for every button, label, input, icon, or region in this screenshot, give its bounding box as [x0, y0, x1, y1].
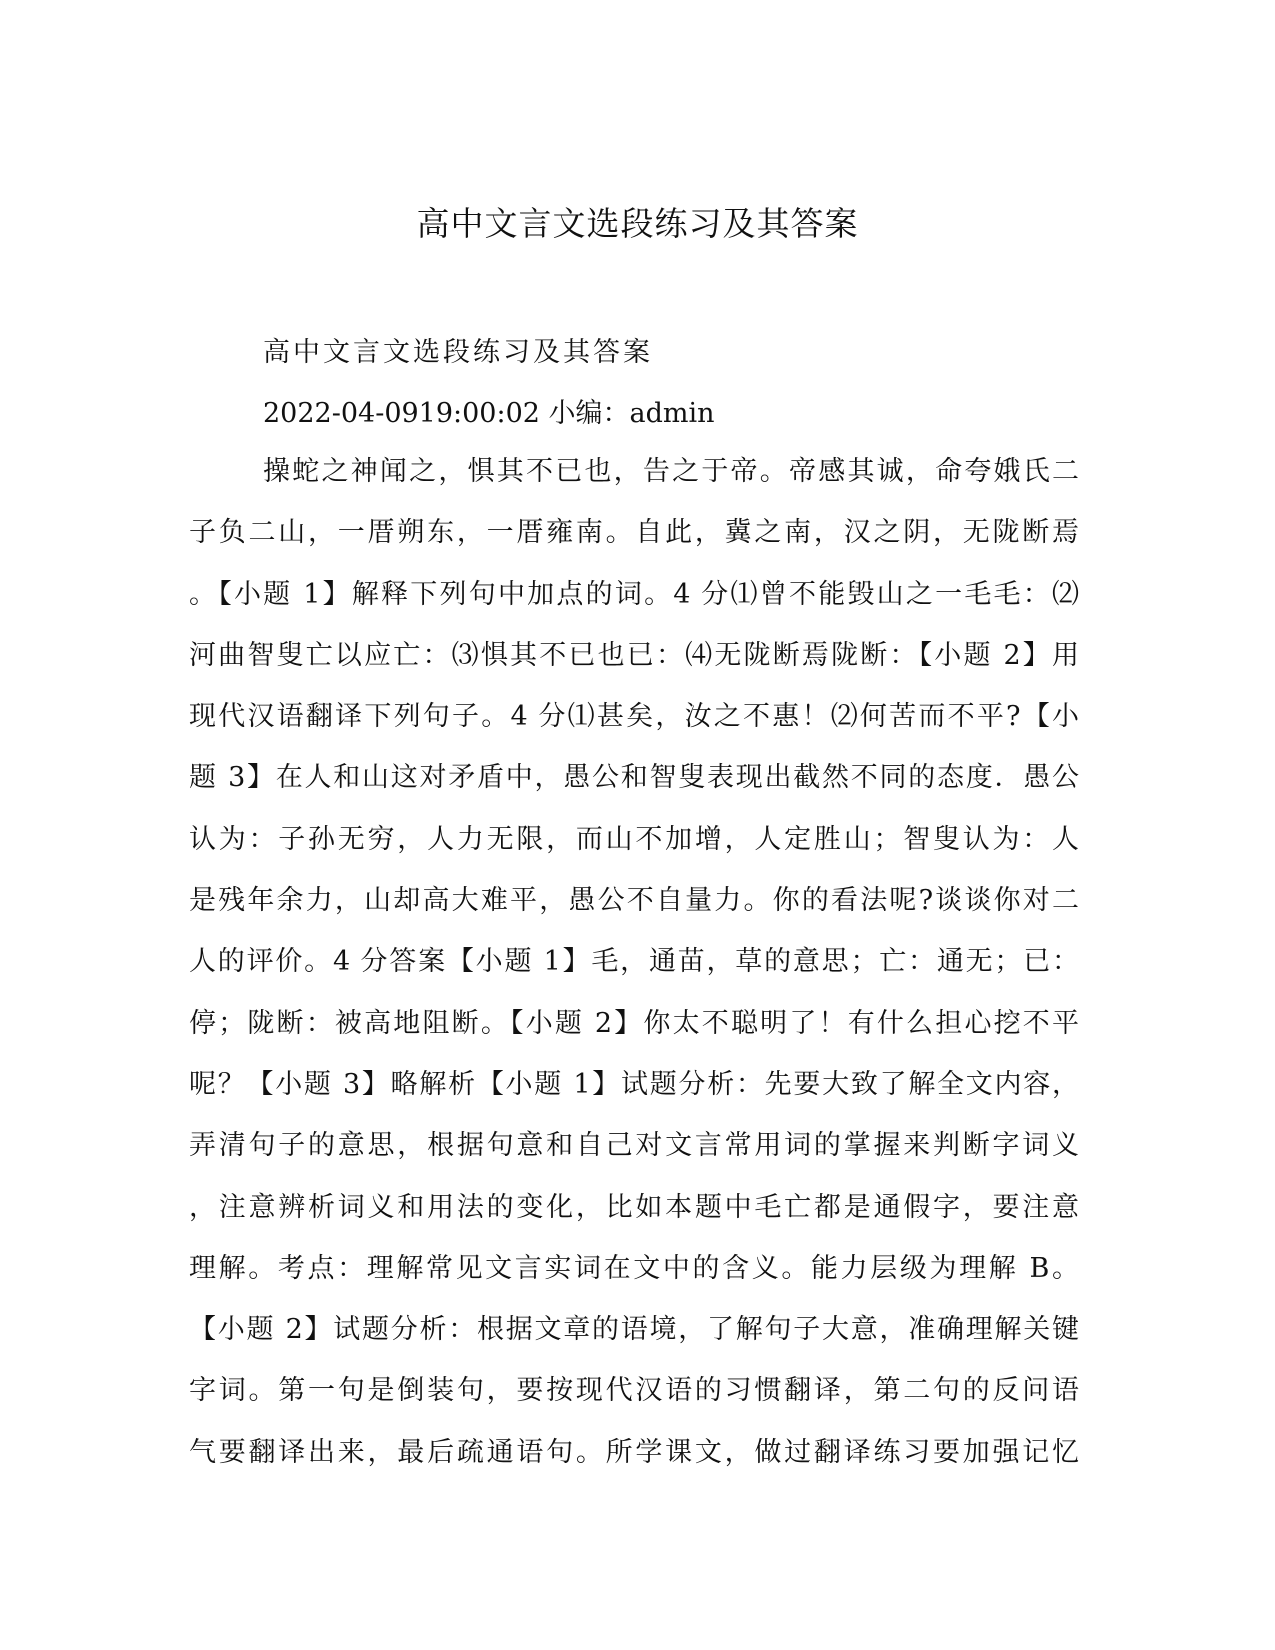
body-line: 河曲智叟亡以应亡：⑶惧其不已也已：⑷无陇断焉陇断：【小题 2】用 [189, 639, 1079, 671]
document-subtitle: 高中文言文选段练习及其答案 [263, 337, 653, 368]
body-line: ，注意辨析词义和用法的变化，比如本题中毛亡都是通假字，要注意 [189, 1191, 1079, 1223]
body-line: 是残年余力，山却高大难平，愚公不自量力。你的看法呢?谈谈你对二 [189, 885, 1079, 917]
page-title: 高中文言文选段练习及其答案 [416, 204, 859, 243]
body-line: 停；陇断：被高地阻断。【小题 2】你太不聪明了！有什么担心挖不平 [189, 1007, 1079, 1039]
body-line: 人的评价。4 分答案【小题 1】毛，通苗，草的意思；亡：通无；已： [189, 946, 1079, 978]
body-line: 气要翻译出来，最后疏通语句。所学课文，做过翻译练习要加强记忆 [189, 1436, 1079, 1468]
document-meta: 2022-04-0919:00:02 小编：admin [263, 398, 715, 429]
body-line: 【小题 2】试题分析：根据文章的语境，了解句子大意，准确理解关键 [189, 1314, 1079, 1346]
body-line: 题 3】在人和山这对矛盾中，愚公和智叟表现出截然不同的态度．愚公 [189, 762, 1079, 794]
body-line: 字词。第一句是倒装句，要按现代汉语的习惯翻译，第二句的反问语 [189, 1375, 1079, 1407]
body-text [189, 452, 1079, 1494]
body-line: 呢？【小题 3】略解析【小题 1】试题分析：先要大致了解全文内容， [189, 1068, 1079, 1100]
body-line: 。【小题 1】解释下列句中加点的词。4 分⑴曾不能毁山之一毛毛：⑵ [189, 578, 1079, 610]
body-line: 弄清句子的意思，根据句意和自己对文言常用词的掌握来判断字词义 [189, 1130, 1079, 1162]
body-line: 现代汉语翻译下列句子。4 分⑴甚矣，汝之不惠！⑵何苦而不平?【小 [189, 701, 1079, 733]
body-line: 理解。考点：理解常见文言实词在文中的含义。能力层级为理解 B。 [189, 1252, 1079, 1284]
body-line: 子负二山，一厝朔东，一厝雍南。自此，冀之南，汉之阴，无陇断焉 [189, 517, 1079, 549]
body-line: 认为：子孙无穷，人力无限，而山不加增，人定胜山；智叟认为：人 [189, 823, 1079, 855]
body-line: 操蛇之神闻之，惧其不已也，告之于帝。帝感其诚，命夸娥氏二 [263, 456, 1079, 487]
